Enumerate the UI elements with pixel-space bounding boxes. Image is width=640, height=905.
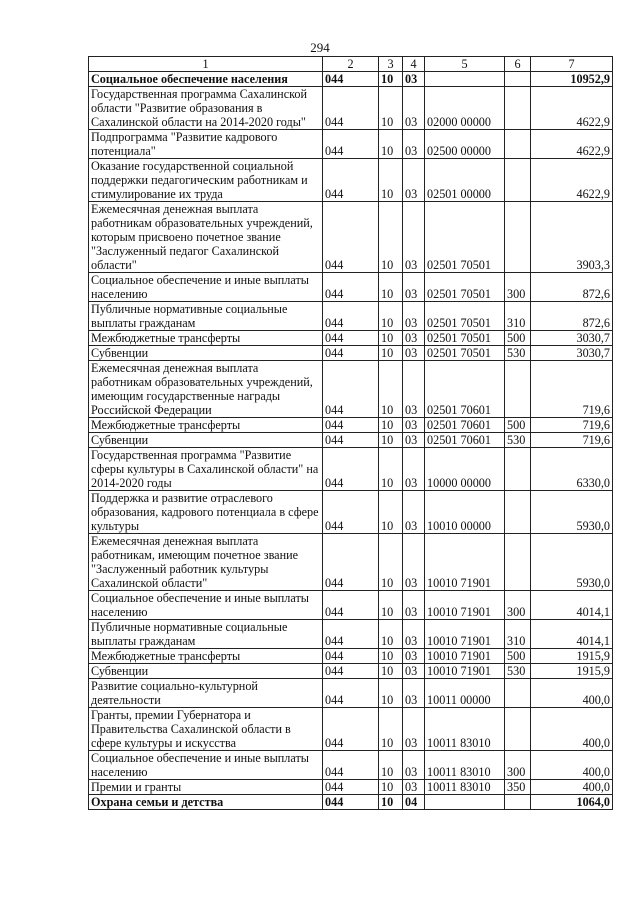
row-section-cell: 10 <box>379 202 403 273</box>
row-subsection-cell: 03 <box>403 448 425 491</box>
row-subsection-cell: 04 <box>403 795 425 810</box>
row-section-cell: 10 <box>379 649 403 664</box>
row-section-cell: 10 <box>379 448 403 491</box>
row-amount-cell: 4622,9 <box>531 130 613 159</box>
row-target-article-cell: 10010 71901 <box>425 591 505 620</box>
row-amount-cell: 1915,9 <box>531 664 613 679</box>
table-row <box>89 331 613 346</box>
row-ministry-code-cell: 044 <box>323 620 379 649</box>
row-name-cell: Субвенции <box>89 433 323 448</box>
row-section-cell: 10 <box>379 273 403 302</box>
row-ministry-code-cell: 044 <box>323 649 379 664</box>
row-target-article-cell: 10011 83010 <box>425 751 505 780</box>
table-row <box>89 620 613 649</box>
row-expense-type-cell <box>505 491 531 534</box>
table-row <box>89 418 613 433</box>
row-ministry-code-cell: 044 <box>323 679 379 708</box>
row-name-cell: Социальное обеспечение и иные выплаты населению <box>89 591 323 620</box>
table-row <box>89 751 613 780</box>
row-target-article-cell: 02501 70501 <box>425 346 505 361</box>
row-target-article-cell: 10010 71901 <box>425 620 505 649</box>
table-row <box>89 202 613 273</box>
row-target-article-cell: 02500 00000 <box>425 130 505 159</box>
row-amount-cell: 3030,7 <box>531 346 613 361</box>
row-expense-type-cell: 500 <box>505 331 531 346</box>
column-header-4: 4 <box>403 57 425 72</box>
row-subsection-cell: 03 <box>403 751 425 780</box>
row-ministry-code-cell: 044 <box>323 534 379 591</box>
row-expense-type-cell <box>505 534 531 591</box>
column-header-6: 6 <box>505 57 531 72</box>
row-ministry-code-cell: 044 <box>323 448 379 491</box>
row-name-cell: Поддержка и развитие отраслевого образования, кадрового потенциала в сфере культуры <box>89 491 323 534</box>
table-row <box>89 679 613 708</box>
row-expense-type-cell: 350 <box>505 780 531 795</box>
row-target-article-cell: 02000 00000 <box>425 87 505 130</box>
row-amount-cell: 719,6 <box>531 418 613 433</box>
table-row <box>89 302 613 331</box>
table-row <box>89 130 613 159</box>
row-amount-cell: 4014,1 <box>531 620 613 649</box>
row-expense-type-cell: 530 <box>505 433 531 448</box>
row-amount-cell: 872,6 <box>531 302 613 331</box>
row-target-article-cell: 10011 83010 <box>425 708 505 751</box>
row-name-cell: Межбюджетные трансферты <box>89 649 323 664</box>
row-section-cell: 10 <box>379 72 403 87</box>
row-subsection-cell: 03 <box>403 491 425 534</box>
row-amount-cell: 10952,9 <box>531 72 613 87</box>
row-amount-cell: 6330,0 <box>531 448 613 491</box>
row-section-cell: 10 <box>379 664 403 679</box>
row-target-article-cell: 02501 70601 <box>425 418 505 433</box>
row-expense-type-cell: 530 <box>505 664 531 679</box>
table-row <box>89 591 613 620</box>
row-ministry-code-cell: 044 <box>323 708 379 751</box>
row-section-cell: 10 <box>379 361 403 418</box>
row-section-cell: 10 <box>379 708 403 751</box>
row-expense-type-cell <box>505 679 531 708</box>
row-amount-cell: 3903,3 <box>531 202 613 273</box>
column-header-1: 1 <box>89 57 323 72</box>
row-name-cell: Премии и гранты <box>89 780 323 795</box>
row-ministry-code-cell: 044 <box>323 361 379 418</box>
row-target-article-cell: 02501 70501 <box>425 273 505 302</box>
row-ministry-code-cell: 044 <box>323 202 379 273</box>
row-expense-type-cell: 300 <box>505 591 531 620</box>
row-section-cell: 10 <box>379 302 403 331</box>
row-section-cell: 10 <box>379 418 403 433</box>
row-target-article-cell: 10000 00000 <box>425 448 505 491</box>
table-body <box>89 72 613 810</box>
row-amount-cell: 5930,0 <box>531 534 613 591</box>
table-header <box>89 57 613 72</box>
row-section-cell: 10 <box>379 159 403 202</box>
row-section-cell: 10 <box>379 346 403 361</box>
row-section-cell: 10 <box>379 491 403 534</box>
row-expense-type-cell: 530 <box>505 346 531 361</box>
row-name-cell: Социальное обеспечение населения <box>89 72 323 87</box>
row-subsection-cell: 03 <box>403 361 425 418</box>
row-target-article-cell: 10011 83010 <box>425 780 505 795</box>
row-amount-cell: 1064,0 <box>531 795 613 810</box>
table-row <box>89 433 613 448</box>
row-name-cell: Государственная программа "Развитие сферы культуры в Сахалинской области" на 2014-2020 годы <box>89 448 323 491</box>
row-section-cell: 10 <box>379 433 403 448</box>
budget-table <box>88 56 613 810</box>
row-amount-cell: 4622,9 <box>531 159 613 202</box>
row-amount-cell: 400,0 <box>531 708 613 751</box>
column-header-2: 2 <box>323 57 379 72</box>
row-subsection-cell: 03 <box>403 346 425 361</box>
row-amount-cell: 5930,0 <box>531 491 613 534</box>
row-subsection-cell: 03 <box>403 273 425 302</box>
row-section-cell: 10 <box>379 679 403 708</box>
column-header-5: 5 <box>425 57 505 72</box>
row-subsection-cell: 03 <box>403 780 425 795</box>
row-amount-cell: 3030,7 <box>531 331 613 346</box>
table-row <box>89 795 613 810</box>
row-ministry-code-cell: 044 <box>323 159 379 202</box>
table-row <box>89 649 613 664</box>
row-name-cell: Субвенции <box>89 664 323 679</box>
row-name-cell: Ежемесячная денежная выплата работникам, имеющим почетное звание "Заслуженный работник культуры Сахалинской области" <box>89 534 323 591</box>
row-expense-type-cell <box>505 361 531 418</box>
row-target-article-cell: 10010 71901 <box>425 534 505 591</box>
row-amount-cell: 719,6 <box>531 361 613 418</box>
row-name-cell: Публичные нормативные социальные выплаты гражданам <box>89 302 323 331</box>
row-amount-cell: 719,6 <box>531 433 613 448</box>
row-name-cell: Развитие социально-культурной деятельности <box>89 679 323 708</box>
row-target-article-cell: 02501 00000 <box>425 159 505 202</box>
row-name-cell: Оказание государственной социальной поддержки педагогическим работникам и стимулирование их труда <box>89 159 323 202</box>
row-section-cell: 10 <box>379 751 403 780</box>
row-expense-type-cell: 300 <box>505 751 531 780</box>
row-target-article-cell: 02501 70501 <box>425 331 505 346</box>
column-header-3: 3 <box>379 57 403 72</box>
row-section-cell: 10 <box>379 591 403 620</box>
row-name-cell: Социальное обеспечение и иные выплаты населению <box>89 751 323 780</box>
row-name-cell: Государственная программа Сахалинской области "Развитие образования в Сахалинской области на 2014-2020 годы" <box>89 87 323 130</box>
table-row <box>89 708 613 751</box>
table-row <box>89 448 613 491</box>
row-ministry-code-cell: 044 <box>323 346 379 361</box>
table-row <box>89 346 613 361</box>
row-expense-type-cell <box>505 448 531 491</box>
row-expense-type-cell <box>505 202 531 273</box>
row-ministry-code-cell: 044 <box>323 87 379 130</box>
row-target-article-cell: 02501 70501 <box>425 202 505 273</box>
row-target-article-cell: 10010 71901 <box>425 649 505 664</box>
row-ministry-code-cell: 044 <box>323 433 379 448</box>
row-section-cell: 10 <box>379 780 403 795</box>
row-subsection-cell: 03 <box>403 708 425 751</box>
row-subsection-cell: 03 <box>403 591 425 620</box>
row-ministry-code-cell: 044 <box>323 331 379 346</box>
row-subsection-cell: 03 <box>403 302 425 331</box>
row-name-cell: Ежемесячная денежная выплата работникам образовательных учреждений, имеющим государственные награды Российской Федерации <box>89 361 323 418</box>
column-header-7: 7 <box>531 57 613 72</box>
row-section-cell: 10 <box>379 130 403 159</box>
row-target-article-cell: 02501 70601 <box>425 361 505 418</box>
row-expense-type-cell <box>505 708 531 751</box>
row-section-cell: 10 <box>379 331 403 346</box>
row-name-cell: Подпрограмма "Развитие кадрового потенциала" <box>89 130 323 159</box>
row-expense-type-cell: 300 <box>505 273 531 302</box>
row-subsection-cell: 03 <box>403 87 425 130</box>
row-name-cell: Охрана семьи и детства <box>89 795 323 810</box>
table-row <box>89 780 613 795</box>
row-name-cell: Социальное обеспечение и иные выплаты населению <box>89 273 323 302</box>
table-row <box>89 534 613 591</box>
row-target-article-cell: 02501 70601 <box>425 433 505 448</box>
header-row <box>89 57 613 72</box>
row-ministry-code-cell: 044 <box>323 751 379 780</box>
row-expense-type-cell: 500 <box>505 418 531 433</box>
row-subsection-cell: 03 <box>403 664 425 679</box>
row-subsection-cell: 03 <box>403 534 425 591</box>
row-name-cell: Субвенции <box>89 346 323 361</box>
row-name-cell: Межбюджетные трансферты <box>89 331 323 346</box>
table-row <box>89 87 613 130</box>
row-subsection-cell: 03 <box>403 679 425 708</box>
row-name-cell: Ежемесячная денежная выплата работникам образовательных учреждений, которым присвоено почетное звание "Заслуженный педагог Сахалинской области" <box>89 202 323 273</box>
row-ministry-code-cell: 044 <box>323 780 379 795</box>
table-row <box>89 273 613 302</box>
row-expense-type-cell <box>505 87 531 130</box>
row-subsection-cell: 03 <box>403 433 425 448</box>
row-expense-type-cell <box>505 159 531 202</box>
row-ministry-code-cell: 044 <box>323 72 379 87</box>
row-target-article-cell <box>425 795 505 810</box>
row-amount-cell: 400,0 <box>531 780 613 795</box>
row-ministry-code-cell: 044 <box>323 302 379 331</box>
row-subsection-cell: 03 <box>403 649 425 664</box>
row-ministry-code-cell: 044 <box>323 491 379 534</box>
page-number: 294 <box>310 40 330 55</box>
row-amount-cell: 872,6 <box>531 273 613 302</box>
table-row <box>89 491 613 534</box>
row-subsection-cell: 03 <box>403 202 425 273</box>
row-subsection-cell: 03 <box>403 418 425 433</box>
row-expense-type-cell <box>505 72 531 87</box>
row-subsection-cell: 03 <box>403 620 425 649</box>
row-ministry-code-cell: 044 <box>323 418 379 433</box>
table-row <box>89 72 613 87</box>
row-expense-type-cell: 310 <box>505 620 531 649</box>
row-name-cell: Межбюджетные трансферты <box>89 418 323 433</box>
table-row <box>89 159 613 202</box>
row-subsection-cell: 03 <box>403 72 425 87</box>
row-expense-type-cell: 310 <box>505 302 531 331</box>
row-section-cell: 10 <box>379 795 403 810</box>
row-ministry-code-cell: 044 <box>323 664 379 679</box>
row-ministry-code-cell: 044 <box>323 273 379 302</box>
row-amount-cell: 4014,1 <box>531 591 613 620</box>
row-section-cell: 10 <box>379 620 403 649</box>
row-name-cell: Публичные нормативные социальные выплаты гражданам <box>89 620 323 649</box>
row-subsection-cell: 03 <box>403 130 425 159</box>
table-row <box>89 664 613 679</box>
row-amount-cell: 1915,9 <box>531 649 613 664</box>
row-section-cell: 10 <box>379 534 403 591</box>
row-ministry-code-cell: 044 <box>323 591 379 620</box>
row-target-article-cell: 10010 00000 <box>425 491 505 534</box>
row-expense-type-cell: 500 <box>505 649 531 664</box>
row-target-article-cell: 02501 70501 <box>425 302 505 331</box>
row-expense-type-cell <box>505 130 531 159</box>
row-target-article-cell: 10011 00000 <box>425 679 505 708</box>
row-subsection-cell: 03 <box>403 331 425 346</box>
row-amount-cell: 400,0 <box>531 679 613 708</box>
row-ministry-code-cell: 044 <box>323 795 379 810</box>
row-name-cell: Гранты, премии Губернатора и Правительства Сахалинской области в сфере культуры и искусства <box>89 708 323 751</box>
row-section-cell: 10 <box>379 87 403 130</box>
row-amount-cell: 4622,9 <box>531 87 613 130</box>
row-amount-cell: 400,0 <box>531 751 613 780</box>
row-ministry-code-cell: 044 <box>323 130 379 159</box>
table-row <box>89 361 613 418</box>
row-target-article-cell: 10010 71901 <box>425 664 505 679</box>
row-expense-type-cell <box>505 795 531 810</box>
row-target-article-cell <box>425 72 505 87</box>
row-subsection-cell: 03 <box>403 159 425 202</box>
